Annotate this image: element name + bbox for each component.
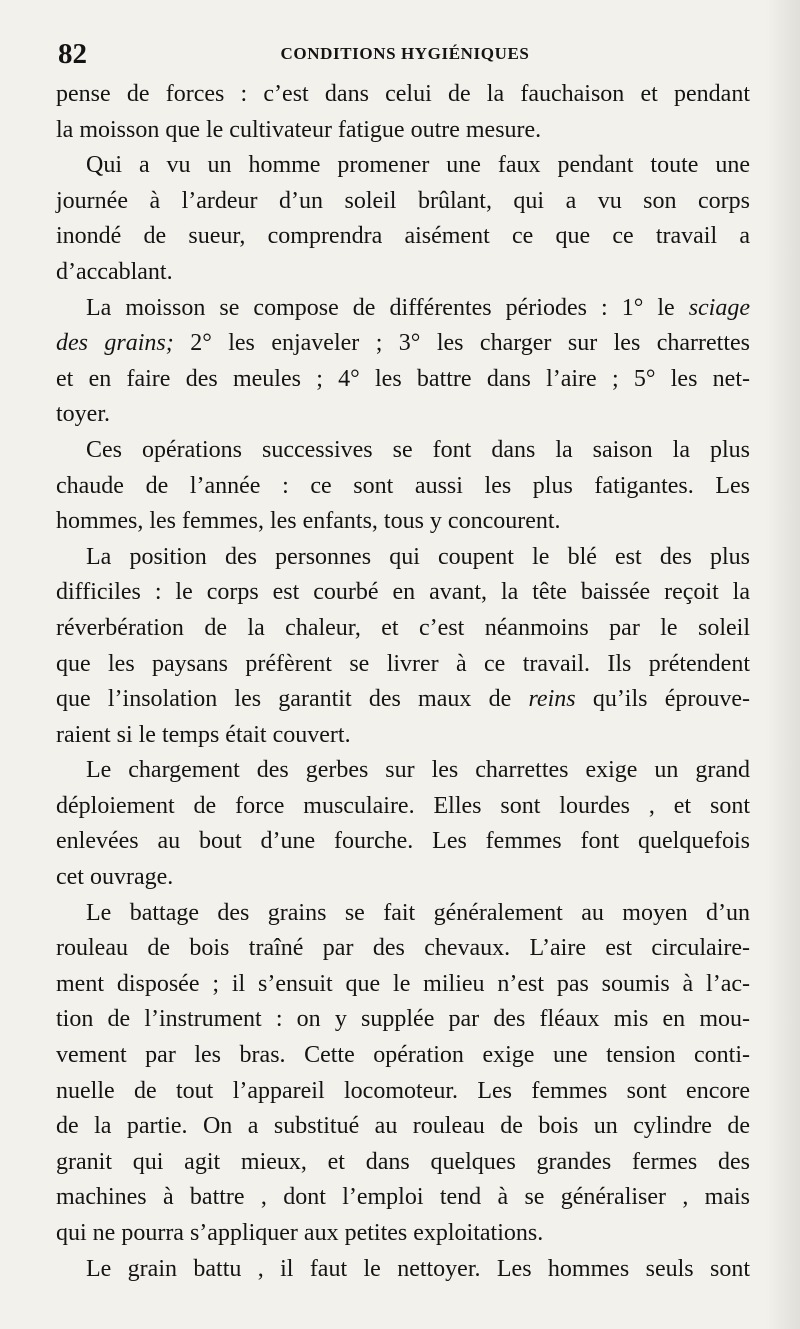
text-line: tion de l’instrument : on y supplée par des fléaux mis en mou- xyxy=(56,1006,750,1033)
text-line: ment disposée ; il s’ensuit que le milieu n’est pas soumis à l’ac- xyxy=(56,970,750,997)
text-segment: que l’insolation les garantit des maux de xyxy=(56,686,529,713)
text-line: machines à battre , dont l’emploi tend à se généraliser , mais xyxy=(56,1184,750,1211)
page-edge-shadow xyxy=(766,0,800,1329)
page-header xyxy=(58,36,752,72)
text-line: réverbération de la chaleur, et c’est néanmoins par le soleil xyxy=(56,614,750,641)
text-line xyxy=(56,291,750,327)
italic-text: des grains; xyxy=(56,330,174,357)
text-line: enlevées au bout d’une fourche. Les femmes font quelquefois xyxy=(56,828,750,855)
text-line: qui ne pourra s’appliquer aux petites exploitations. xyxy=(56,1220,544,1246)
text-line: Qui a vu un homme promener une faux pendant toute une xyxy=(86,152,750,179)
text-line: hommes, les femmes, les enfants, tous y concourent. xyxy=(56,508,561,535)
text-segment: 2° les enjaveler ; 3° les charger sur les charrettes xyxy=(173,330,750,357)
text-line: vement par les bras. Cette opération exige une tension conti- xyxy=(56,1042,750,1069)
text-line: déploiement de force musculaire. Elles sont lourdes , et sont xyxy=(56,792,750,819)
text-line: Le grain battu , il faut le nettoyer. Les hommes seuls sont xyxy=(86,1255,750,1282)
text-line: toyer. xyxy=(56,401,110,428)
text-line: chaude de l’année : ce sont aussi les plus fatigantes. Les xyxy=(56,472,750,499)
text-line: et en faire des meules ; 4° les battre dans l’aire ; 5° les net- xyxy=(56,365,750,392)
text-line: difficiles : le corps est courbé en avant, la tête baissée reçoit la xyxy=(56,579,750,606)
text-line: de la partie. On a substitué au rouleau de bois un cylindre de xyxy=(56,1113,750,1140)
text-line: Le chargement des gerbes sur les charrettes exige un grand xyxy=(86,757,750,784)
text-line: cet ouvrage. xyxy=(56,864,174,891)
text-line xyxy=(56,682,750,718)
text-line: d’accablant. xyxy=(56,258,173,285)
running-title: CONDITIONS HYGIÉNIQUES xyxy=(280,44,530,63)
text-line: Ces opérations successives se font dans la saison la plus xyxy=(86,436,750,463)
text-segment: qu’ils éprouve- xyxy=(575,686,750,713)
body-text xyxy=(56,77,750,1287)
page-number: 82 xyxy=(58,38,87,70)
text-line: raient si le temps était couvert. xyxy=(56,721,351,748)
italic-text: sciage xyxy=(688,294,750,321)
text-line: inondé de sueur, comprendra aisément ce que ce travail a xyxy=(56,223,750,250)
text-line: que les paysans préfèrent se livrer à ce travail. Ils prétendent xyxy=(56,650,750,677)
text-line: rouleau de bois traîné par des chevaux. L’aire est circulaire- xyxy=(56,935,750,962)
italic-text: reins xyxy=(528,686,576,713)
text-segment: La moisson se compose de différentes périodes : 1° le xyxy=(86,294,689,321)
text-line: la moisson que le cultivateur fatigue outre mesure. xyxy=(56,116,542,143)
text-line: Le battage des grains se fait généralement au moyen d’un xyxy=(86,899,750,926)
text-line: granit qui agit mieux, et dans quelques grandes fermes des xyxy=(56,1148,750,1175)
text-line xyxy=(56,326,750,362)
text-line: journée à l’ardeur d’un soleil brûlant, qui a vu son corps xyxy=(56,187,750,214)
text-line: nuelle de tout l’appareil locomoteur. Les femmes sont encore xyxy=(56,1077,750,1104)
text-line: La position des personnes qui coupent le blé est des plus xyxy=(86,543,750,570)
text-line: pense de forces : c’est dans celui de la fauchaison et pendant xyxy=(56,81,750,107)
